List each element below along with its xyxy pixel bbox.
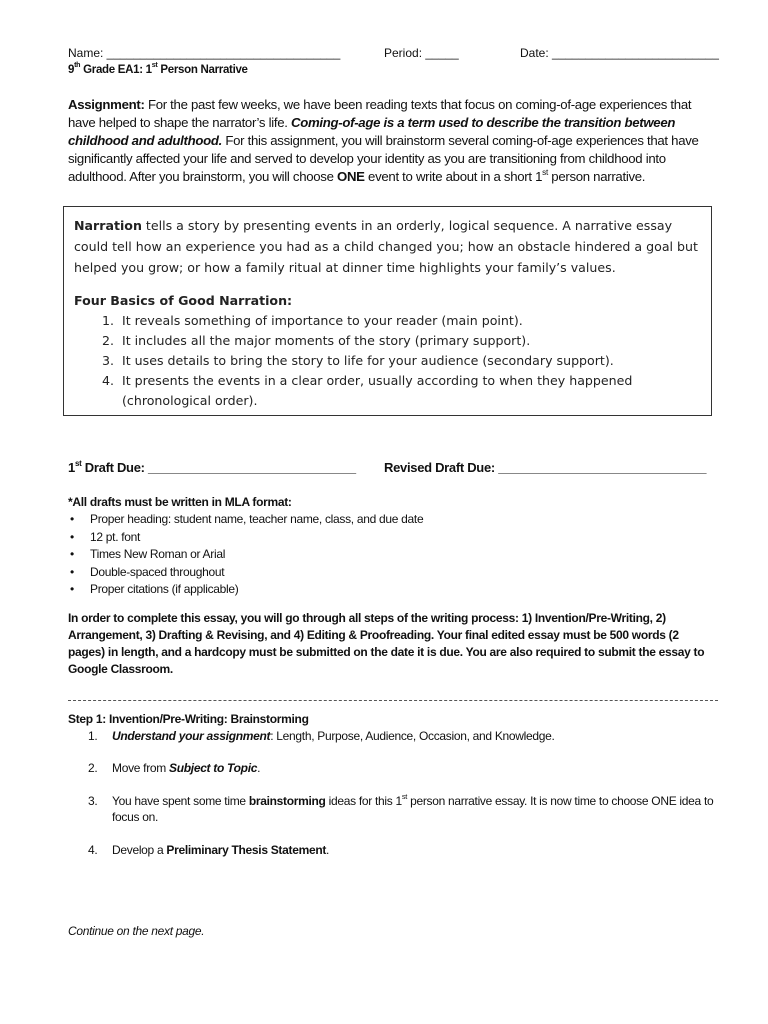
narration-intro-text: tells a story by presenting events in an orderly, logical sequence. A narrative essay could tell how an experience you had as a child changed you; how an obstacle hindered a goal but helped you grow; or how a family ritual at dinner time highlights your family’s values. (74, 218, 698, 275)
step1-heading: Step 1: Invention/Pre-Writing: Brainstorming (68, 712, 309, 726)
mla-item: • Times New Roman or Arial (68, 546, 423, 564)
period-field: Period: _____ (384, 46, 459, 60)
basics-heading: Four Basics of Good Narration: (74, 293, 293, 308)
date-field: Date: _________________________ (520, 46, 719, 60)
mla-heading: *All drafts must be written in MLA format: (68, 495, 292, 509)
step-rest: . (326, 843, 330, 857)
mla-item: • 12 pt. font (68, 529, 423, 547)
first-draft-pre: 1 (68, 460, 75, 475)
step-number: 4. (88, 843, 98, 857)
dashed-divider (68, 700, 718, 701)
step-rest: person narrative essay. It is now time to choose ONE idea to focus on. (112, 794, 714, 824)
step-strong: Preliminary Thesis Statement (166, 843, 327, 857)
first-draft-post: Draft Due: ______________________________ (81, 460, 356, 475)
step-number: 1. (88, 729, 98, 743)
subtitle-grade-sup: th (74, 61, 81, 70)
mla-item: • Proper citations (if applicable) (68, 581, 423, 599)
basics-list (74, 311, 698, 411)
step-text (112, 793, 720, 825)
subtitle-grade: 9 (68, 64, 75, 76)
step-emphasis: Understand your assignment (112, 729, 271, 743)
step-pre: You have spent some time (112, 794, 249, 808)
name-field: Name: ___________________________________ (68, 46, 341, 60)
assignment-sup: st (542, 167, 548, 177)
step-mid: ideas for this 1 (325, 794, 402, 808)
step-text (112, 760, 720, 776)
step-rest: . (257, 761, 261, 775)
assignment-paragraph (68, 96, 718, 186)
first-draft-sup: st (74, 458, 82, 468)
mla-item: • Double-spaced throughout (68, 564, 423, 582)
basics-item: 4. It presents the events in a clear order, usually according to when they happened (chronological order). (118, 371, 698, 411)
step-number: 2. (88, 761, 98, 775)
narration-intro (74, 215, 702, 278)
step-emphasis: Subject to Topic (169, 761, 258, 775)
basics-item: 3. It uses details to bring the story to life for your audience (secondary support). (118, 351, 698, 371)
page-subtitle (68, 61, 248, 76)
revised-draft-due: Revised Draft Due: ______________________________ (384, 460, 707, 475)
first-draft-due (68, 460, 356, 475)
mla-item: • Proper heading: student name, teacher name, class, and due date (68, 511, 423, 529)
assignment-one: ONE (337, 169, 365, 184)
assignment-label: Assignment: (68, 97, 145, 112)
assignment-emphasis: Coming-of-age is a term used to describe the transition between childhood and adulthood. (68, 115, 676, 148)
step-sup: st (401, 792, 408, 802)
writing-process-paragraph: In order to complete this essay, you will go through all steps of the writing process: 1) Invention/Pre-Writing, 2) Arrangement, 3) Drafting & Revising, and 4) Editing & Proofreading. Your final edited essay must be 500 words (2 pages) in length, and a hardcopy must be submitted on the date it is due. You are also required to submit the essay to Google Classroom. (68, 611, 705, 676)
continue-note: Continue on the next page. (68, 924, 205, 938)
assignment-text-3: event to write about in a short 1 (364, 169, 543, 184)
step-text (112, 842, 720, 858)
step-pre: Develop a (112, 843, 167, 857)
subtitle-mid: Grade EA1: 1 (80, 64, 152, 76)
step-text (112, 728, 720, 744)
assignment-text-2: For this assignment, you will brainstorm several coming-of-age experiences that have significantly affected your life and served to develop your identity as you are transitioning from childhood into adulthood. After you brainstorm, you will choose (68, 133, 699, 184)
subtitle-end: Person Narrative (157, 64, 248, 76)
subtitle-mid-sup: st (151, 61, 158, 70)
step-strong: brainstorming (248, 794, 326, 808)
basics-item: 1. It reveals something of importance to your reader (main point). (118, 311, 698, 331)
step-number: 3. (88, 794, 98, 808)
assignment-text-1: For the past few weeks, we have been reading texts that focus on coming-of-age experiences that have helped to shape the narrator’s life. (68, 97, 692, 130)
assignment-text-4: person narrative. (547, 169, 646, 184)
narration-term: Narration (74, 218, 142, 233)
step-pre: Move from (112, 761, 170, 775)
narration-box (63, 206, 712, 416)
mla-list (68, 511, 423, 599)
step-rest: : Length, Purpose, Audience, Occasion, and Knowledge. (270, 729, 555, 743)
basics-item: 2. It includes all the major moments of the story (primary support). (118, 331, 698, 351)
